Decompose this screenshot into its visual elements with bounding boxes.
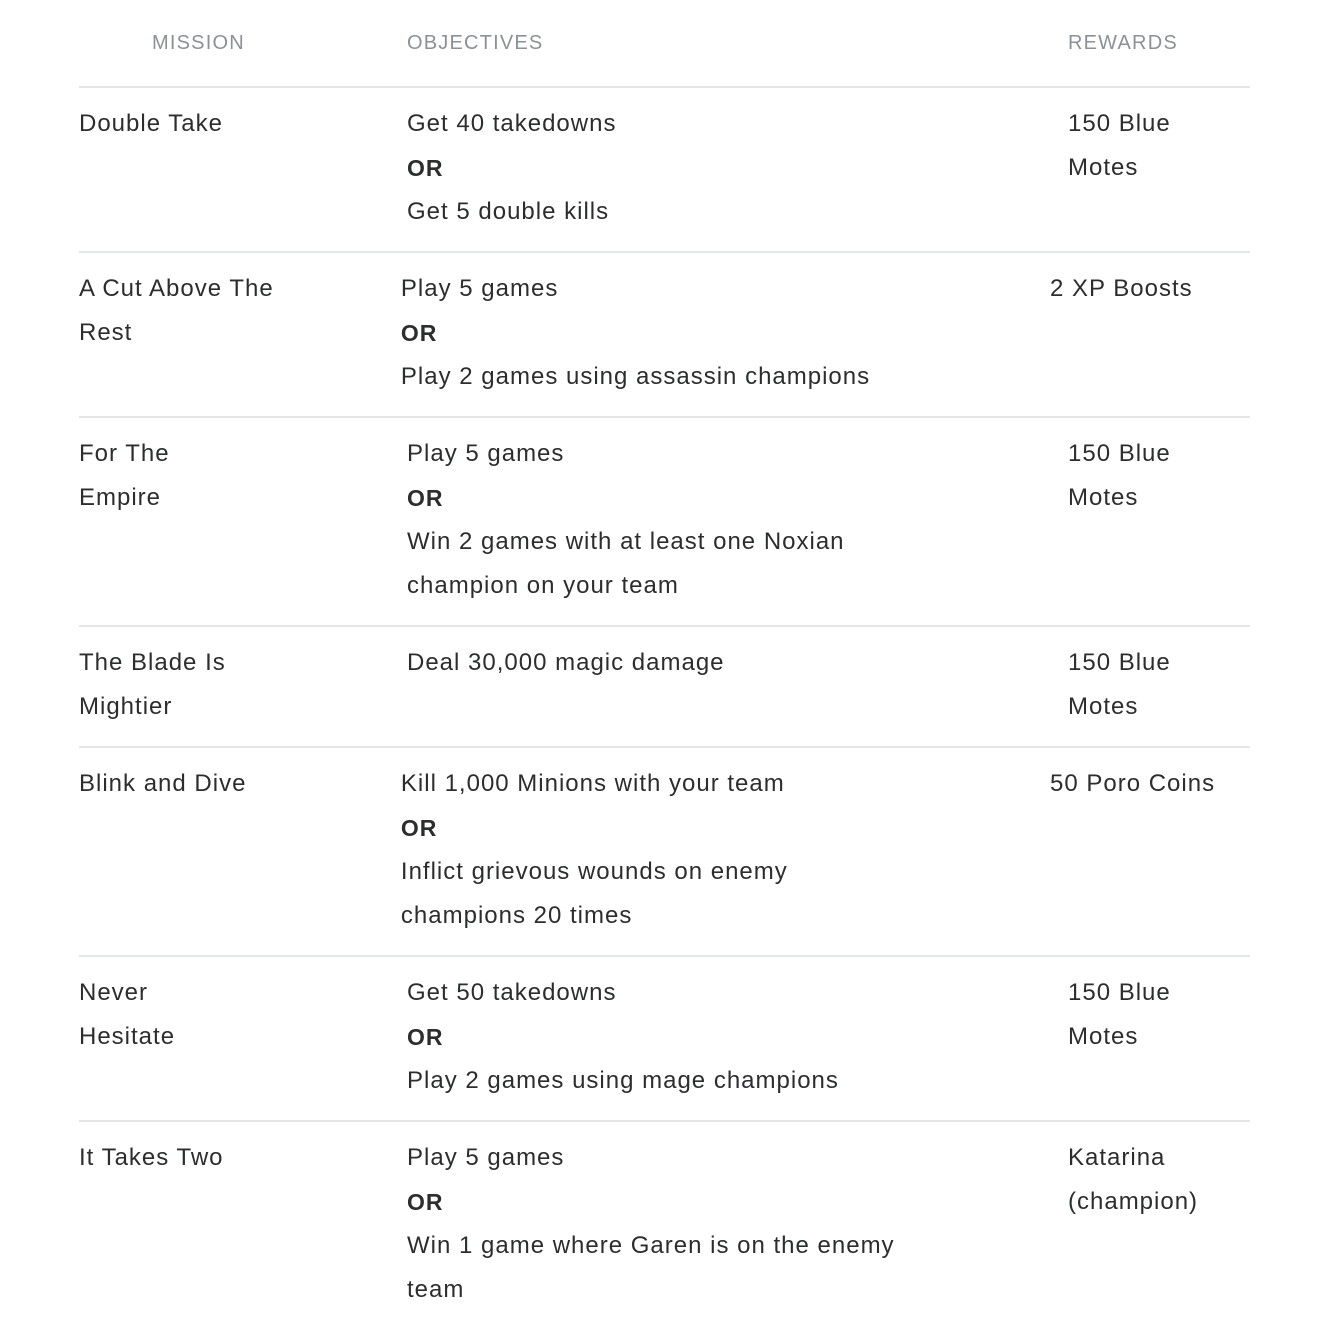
mission-name: For The Empire [79,440,170,511]
objective-primary: Get 50 takedowns [407,979,617,1006]
table-row [79,1122,1250,1329]
objective-or: OR [407,1189,444,1215]
objective-primary: Get 40 takedowns [407,110,617,137]
header-objectives: OBJECTIVES [407,31,544,54]
table-row [79,957,1250,1122]
mission-name: Double Take [79,110,223,137]
mission-name: The Blade Is Mightier [79,649,226,720]
table-row [79,88,1250,253]
reward: 50 Poro Coins [1050,770,1216,797]
objective-or: OR [400,320,438,346]
header-rewards: REWARDS [1068,31,1178,54]
objective-alternate: Win 1 game where Garen is on the enemy team [407,1232,895,1303]
reward: Katarina (champion) [1068,1144,1199,1215]
mission-name: It Takes Two [79,1144,224,1171]
objective-or: OR [407,485,444,511]
objective-or: OR [407,1024,444,1050]
header-mission: MISSION [152,31,245,54]
table-row [79,418,1250,627]
table-header [79,0,1250,88]
objective-alternate: Play 2 games using assassin champions [400,363,871,390]
table-row [79,253,1250,418]
missions-table [79,0,1250,1329]
reward: 150 Blue Motes [1068,110,1171,181]
objective-or: OR [407,155,444,181]
objective-primary: Deal 30,000 magic damage [407,649,725,676]
objective-or: OR [400,815,438,841]
reward: 150 Blue Motes [1068,979,1171,1050]
mission-name: A Cut Above The Rest [79,275,274,346]
objective-primary: Play 5 games [407,1144,565,1171]
objective-primary: Kill 1,000 Minions with your team [400,770,785,797]
table-row [79,627,1250,748]
objective-alternate: Play 2 games using mage champions [407,1067,839,1094]
mission-name: Blink and Dive [79,770,247,797]
objective-alternate: Inflict grievous wounds on enemy champions 20 times [400,858,788,929]
reward: 2 XP Boosts [1050,275,1193,302]
objective-alternate: Win 2 games with at least one Noxian champion on your team [407,528,845,599]
objective-primary: Play 5 games [407,440,565,467]
table-row [79,748,1250,957]
reward: 150 Blue Motes [1068,649,1171,720]
reward: 150 Blue Motes [1068,440,1171,511]
mission-name: Never Hesitate [79,979,176,1050]
objective-alternate: Get 5 double kills [407,198,610,225]
objective-primary: Play 5 games [400,275,559,302]
